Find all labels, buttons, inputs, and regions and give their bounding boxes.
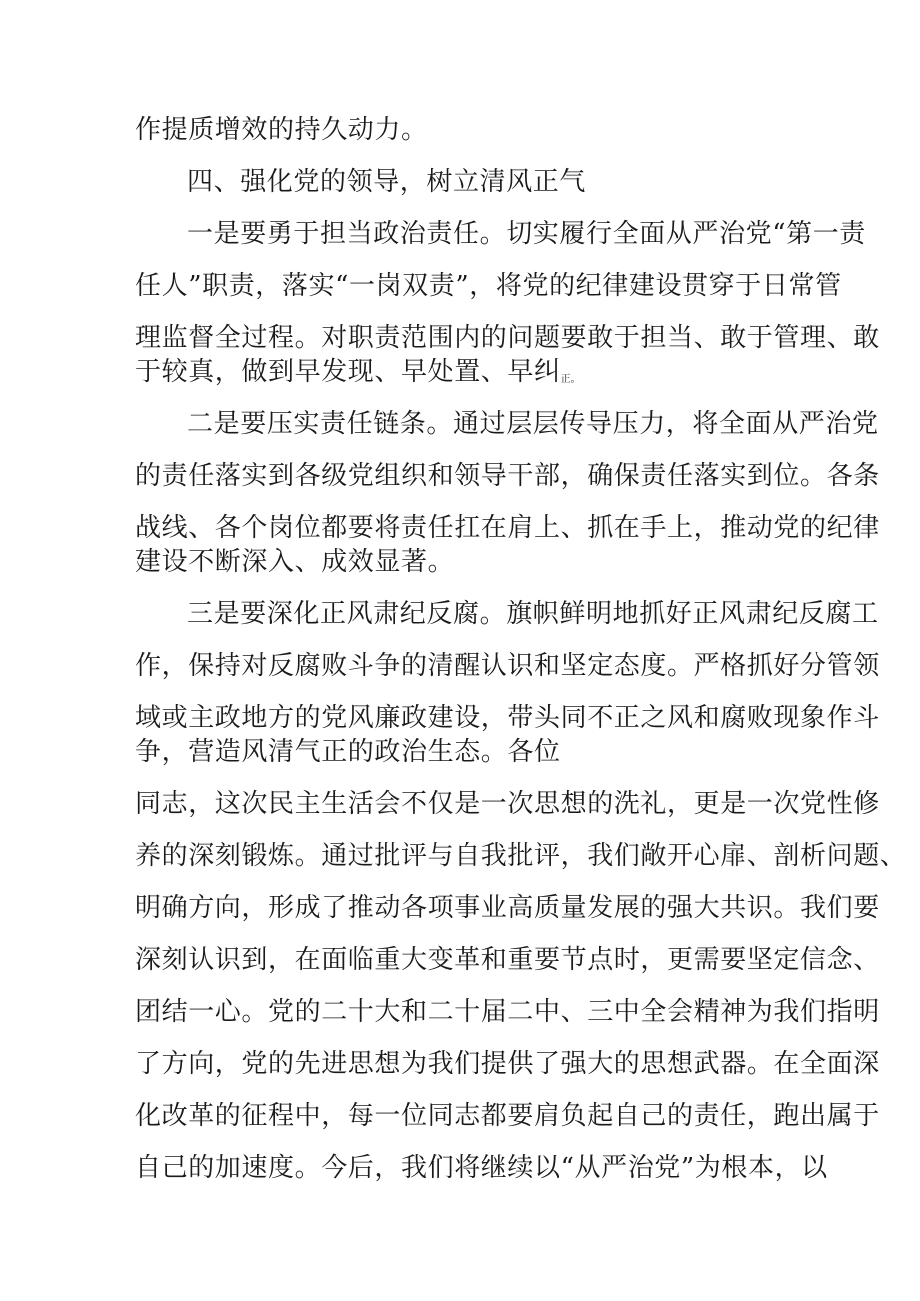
text-line-6: [135, 355, 581, 389]
text-line-7: 二是要压实责任链条。通过层层传导压力，将全面从严治党: [187, 409, 879, 439]
text-line-6-tail: 正。: [560, 374, 581, 385]
text-line-9: 战线、各个岗位都要将责任扛在肩上、抓在手上，推动党的纪律: [135, 513, 880, 543]
text-line-21: 化改革的征程中，每一位同志都要肩负起自己的责任，跑出属于: [135, 1101, 880, 1131]
text-line-10: 建设不断深入、成效显著。: [135, 547, 455, 577]
text-line-6-main: 于较真，做到早发现、早处置、早纠: [135, 357, 561, 387]
text-line-16: 养的深刻锻炼。通过批评与自我批评，我们敞开心扉、剖析问题、: [135, 841, 907, 871]
text-line-20: 了方向，党的先进思想为我们提供了强大的思想武器。在全面深: [135, 1049, 880, 1079]
section-heading: 四、强化党的领导，树立清风正气: [187, 167, 587, 197]
text-line-17: 明确方向，形成了推动各项事业高质量发展的强大共识。我们要: [135, 893, 880, 923]
text-line-22: 自己的加速度。今后，我们将继续以“从严治党”为根本，以: [135, 1153, 828, 1183]
text-line-18: 深刻认识到，在面临重大变革和重要节点时，更需要坚定信念、: [135, 945, 880, 975]
text-line-3: 一是要勇于担当政治责任。切实履行全面从严治党“第一责: [187, 219, 866, 249]
text-line-8: 的责任落实到各级党组织和领导干部，确保责任落实到位。各条: [135, 461, 880, 491]
text-line-19: 团结一心。党的二十大和二十届二中、三中全会精神为我们指明: [135, 997, 880, 1027]
text-line-11: 三是要深化正风肃纪反腐。旗帜鲜明地抓好正风肃纪反腐工: [187, 599, 879, 629]
text-line-1: 作提质增效的持久动力。: [135, 115, 428, 145]
text-line-13: 域或主政地方的党风廉政建设，带头同不正之风和腐败现象作斗: [135, 703, 880, 733]
text-line-14: 争，营造风清气正的政治生态。各位: [135, 737, 561, 767]
text-line-4: 任人”职责，落实“一岗双责”，将党的纪律建设贯穿于日常管: [135, 271, 842, 301]
text-line-12: 作，保持对反腐败斗争的清醒认识和坚定态度。严格抓好分管领: [135, 651, 880, 681]
text-line-15: 同志，这次民主生活会不仅是一次思想的洗礼，更是一次党性修: [135, 789, 880, 819]
text-line-5: 理监督全过程。对职责范围内的问题要敢于担当、敢于管理、敢: [135, 323, 880, 353]
